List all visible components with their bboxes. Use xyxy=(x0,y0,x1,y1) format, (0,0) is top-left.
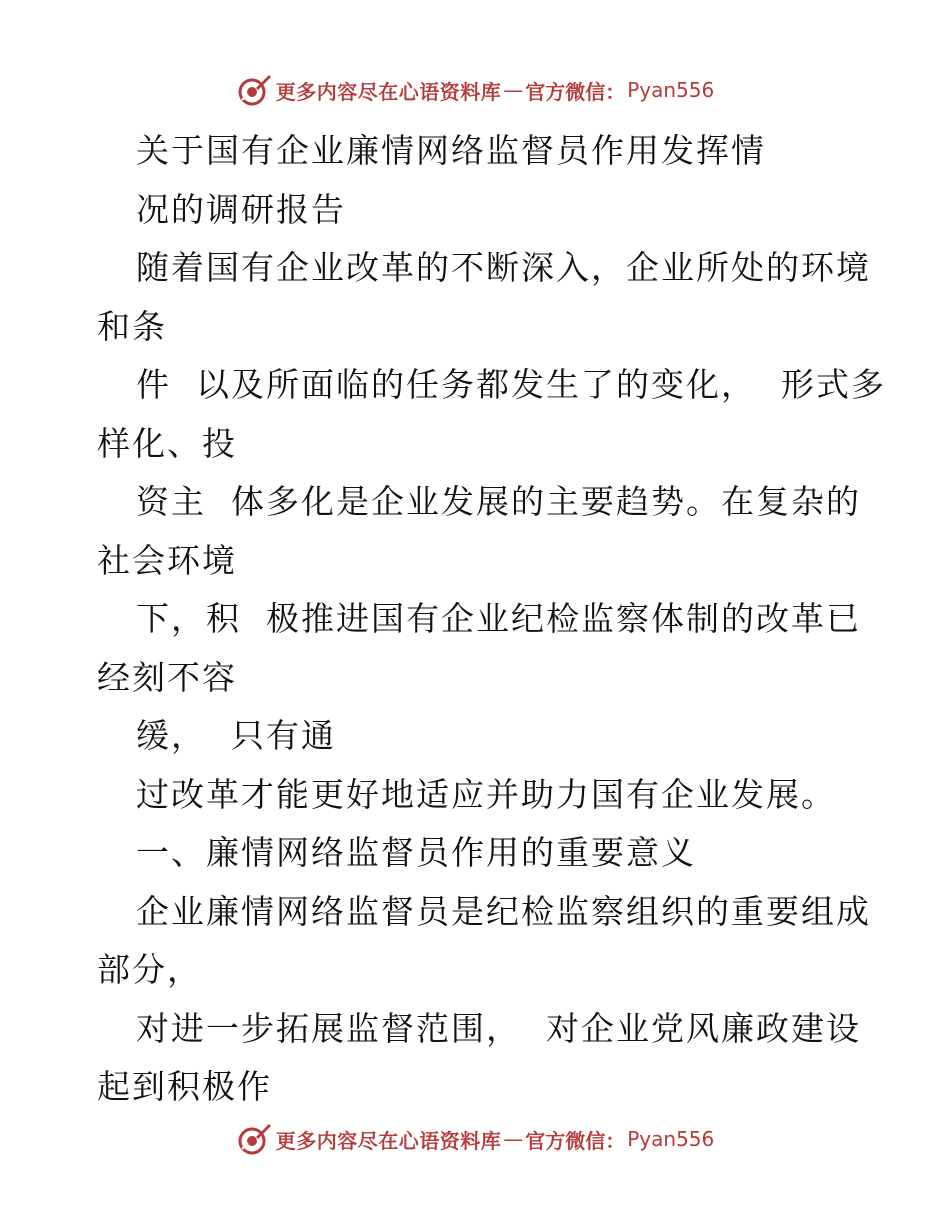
text-line: 经刻不容 xyxy=(97,657,237,697)
text-line: 社会环境 xyxy=(97,540,237,580)
banner-wechat-label: 官方微信： xyxy=(525,1128,626,1153)
pen-logo-icon xyxy=(236,1121,272,1157)
text-line: 资主 体多化是企业发展的主要趋势。在复杂的 xyxy=(136,482,861,521)
text-line: 过改革才能更好地适应并助力国有企业发展。 xyxy=(136,774,836,814)
text-line: 关于国有企业廉情网络监督员作用发挥情 xyxy=(136,131,766,170)
header-banner xyxy=(0,70,950,110)
banner-wechat-id: Pyan556 xyxy=(627,1127,715,1151)
banner-wechat-label: 官方微信： xyxy=(525,79,626,104)
text-line: 下，积 极推进国有企业纪检监察体制的改革已 xyxy=(136,599,861,638)
banner-main-text: 更多内容尽在心语资料库 xyxy=(275,79,502,104)
pen-logo-icon xyxy=(236,72,272,108)
text-line: 对进一步拓展监督范围， 对企业党风廉政建设 xyxy=(136,1008,861,1048)
text-line: 件 以及所面临的任务都发生了的变化， 形式多 xyxy=(136,365,886,404)
banner-separator: — xyxy=(503,1127,524,1151)
banner-main-text: 更多内容尽在心语资料库 xyxy=(275,1128,502,1153)
text-line: 一、廉情网络监督员作用的重要意义 xyxy=(136,833,696,872)
footer-banner xyxy=(0,1119,950,1159)
text-line: 和条 xyxy=(97,306,167,346)
text-line: 况的调研报告 xyxy=(136,189,346,229)
banner-separator: — xyxy=(503,78,524,102)
text-line: 部分， xyxy=(97,950,202,989)
text-line: 样化、投 xyxy=(97,423,237,463)
text-line: 企业廉情网络监督员是纪检监察组织的重要组成 xyxy=(136,891,871,931)
document-body xyxy=(0,122,950,1117)
text-line: 随着国有企业改革的不断深入，企业所处的环境 xyxy=(136,248,871,287)
text-line: 缓， 只有通 xyxy=(136,716,336,755)
banner-wechat-id: Pyan556 xyxy=(627,78,715,102)
text-line: 起到积极作 xyxy=(97,1067,272,1106)
